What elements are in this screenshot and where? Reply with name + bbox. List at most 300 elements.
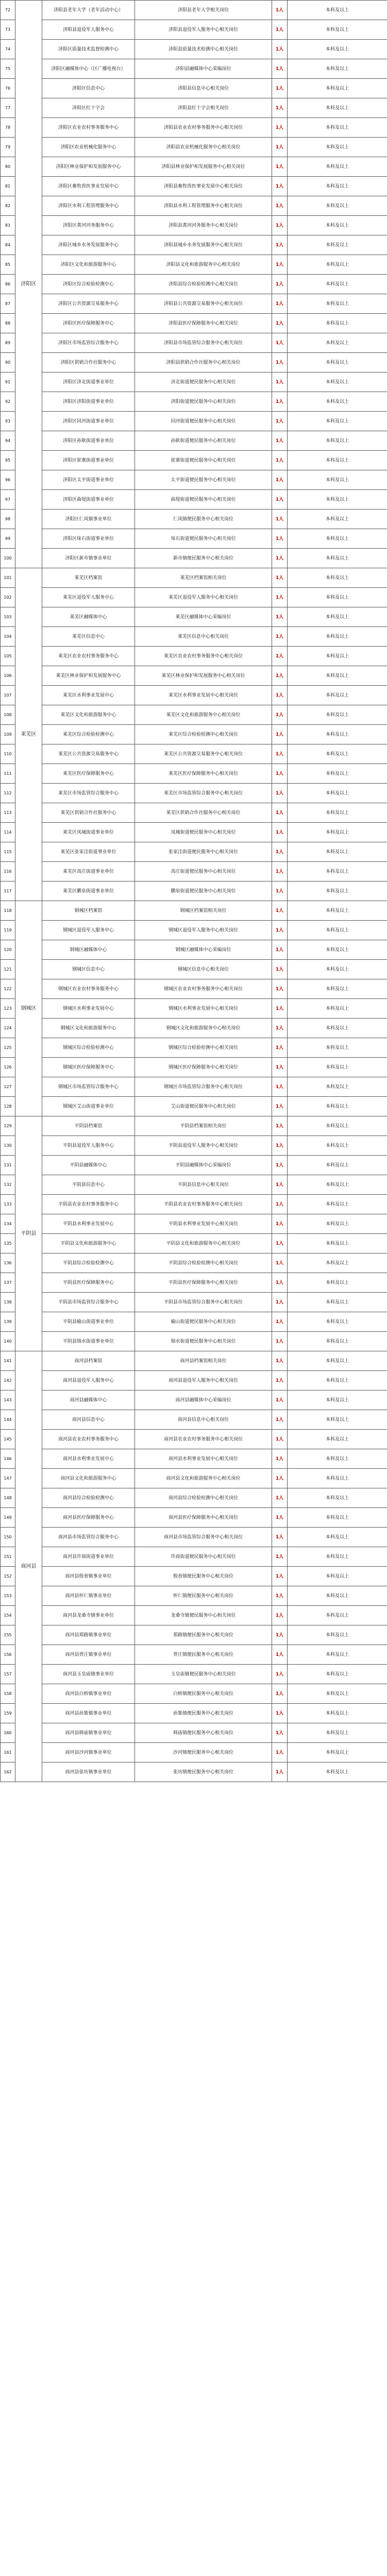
- table-row: [1, 451, 387, 470]
- row-number-cell: 83: [1, 216, 15, 235]
- unit-name-cell: 济阳区市场监管综合服务中心: [42, 333, 135, 353]
- table-row: [1, 1547, 387, 1567]
- position-name-cell: 济阳县林业保护和发展服务中心相关岗位: [135, 157, 272, 177]
- position-name-cell: 玉皇庙镇便民服务中心相关岗位: [135, 1665, 272, 1684]
- position-name-cell: 平阴县综合检验检测中心相关岗位: [135, 1253, 272, 1273]
- row-number-cell: 76: [1, 79, 15, 98]
- headcount-cell: 1人: [272, 1097, 288, 1116]
- unit-name-cell: 济阳区质量技术监督检测中心: [42, 40, 135, 59]
- unit-name-cell: 莱芜区综合检验检测中心: [42, 725, 135, 744]
- position-name-cell: 莱芜区市场监管综合服务中心相关岗位: [135, 784, 272, 803]
- row-number-cell: 134: [1, 1214, 15, 1234]
- education-requirement-cell: 本科及以上: [288, 1547, 387, 1567]
- table-row: [1, 1195, 387, 1214]
- unit-name-cell: 商河县许商街道事业单位: [42, 1547, 135, 1567]
- position-name-cell: 济阳县农业农村事务服务中心相关岗位: [135, 118, 272, 138]
- region-cell: 济阳区: [15, 1, 42, 568]
- headcount-cell: 1人: [272, 118, 288, 138]
- row-number-cell: 132: [1, 1175, 15, 1195]
- headcount-cell: 1人: [272, 1253, 288, 1273]
- row-number-cell: 75: [1, 59, 15, 79]
- row-number-cell: 139: [1, 1312, 15, 1332]
- headcount-cell: 1人: [272, 1175, 288, 1195]
- table-row: [1, 862, 387, 882]
- education-requirement-cell: 本科及以上: [288, 1684, 387, 1704]
- row-number-cell: 72: [1, 1, 15, 20]
- education-requirement-cell: 本科及以上: [288, 451, 387, 470]
- education-requirement-cell: 本科及以上: [288, 1645, 387, 1665]
- unit-name-cell: 商河县综合检验检测中心: [42, 1488, 135, 1508]
- row-number-cell: 103: [1, 607, 15, 627]
- education-requirement-cell: 本科及以上: [288, 823, 387, 842]
- row-number-cell: 95: [1, 451, 15, 470]
- table-row: [1, 979, 387, 999]
- table-row: [1, 842, 387, 862]
- education-requirement-cell: 本科及以上: [288, 510, 387, 529]
- row-number-cell: 160: [1, 1723, 15, 1743]
- education-requirement-cell: 本科及以上: [288, 1312, 387, 1332]
- education-requirement-cell: 本科及以上: [288, 549, 387, 568]
- table-row: [1, 235, 387, 255]
- headcount-cell: 1人: [272, 1116, 288, 1136]
- education-requirement-cell: 本科及以上: [288, 1723, 387, 1743]
- table-row: [1, 1410, 387, 1430]
- table-row: [1, 1567, 387, 1586]
- table-row: [1, 1469, 387, 1488]
- row-number-cell: 151: [1, 1547, 15, 1567]
- headcount-cell: 1人: [272, 1645, 288, 1665]
- table-row: [1, 59, 387, 79]
- headcount-cell: 1人: [272, 1469, 288, 1488]
- table-row: [1, 1332, 387, 1351]
- table-row: [1, 1391, 387, 1410]
- headcount-cell: 1人: [272, 1488, 288, 1508]
- position-name-cell: 济阳县黄河河务服务中心相关岗位: [135, 216, 272, 235]
- unit-name-cell: 钢城区水利事业发展中心: [42, 999, 135, 1019]
- unit-name-cell: 莱芜区退役军人服务中心: [42, 588, 135, 607]
- position-name-cell: 垛石街道便民服务中心相关岗位: [135, 529, 272, 549]
- unit-name-cell: 商河县孙集镇事业单位: [42, 1704, 135, 1723]
- education-requirement-cell: 本科及以上: [288, 1586, 387, 1606]
- position-name-cell: 商河县信息中心相关岗位: [135, 1410, 272, 1430]
- education-requirement-cell: 本科及以上: [288, 333, 387, 353]
- unit-name-cell: 商河县怀仁镇事业单位: [42, 1586, 135, 1606]
- headcount-cell: 1人: [272, 314, 288, 333]
- education-requirement-cell: 本科及以上: [288, 568, 387, 588]
- unit-name-cell: 商河县水利事业发展中心: [42, 1449, 135, 1469]
- row-number-cell: 99: [1, 529, 15, 549]
- table-row: [1, 1253, 387, 1273]
- table-row: [1, 1234, 387, 1253]
- headcount-cell: 1人: [272, 196, 288, 216]
- education-requirement-cell: 本科及以上: [288, 842, 387, 862]
- unit-name-cell: 商河县农业农村事务服务中心: [42, 1430, 135, 1449]
- row-number-cell: 143: [1, 1391, 15, 1410]
- table-row: [1, 1351, 387, 1371]
- education-requirement-cell: 本科及以上: [288, 1097, 387, 1116]
- position-name-cell: 济阳县医疗保障服务中心相关岗位: [135, 314, 272, 333]
- table-row: [1, 940, 387, 960]
- unit-name-cell: 济阳区水利工程管理服务中心: [42, 196, 135, 216]
- headcount-cell: 1人: [272, 1665, 288, 1684]
- unit-name-cell: 莱芜区凤城街道事业单位: [42, 823, 135, 842]
- row-number-cell: 126: [1, 1058, 15, 1077]
- unit-name-cell: 济阳区黄河河务服务中心: [42, 216, 135, 235]
- position-name-cell: 贾庄镇便民服务中心相关岗位: [135, 1645, 272, 1665]
- headcount-cell: 1人: [272, 1567, 288, 1586]
- headcount-cell: 1人: [272, 1762, 288, 1782]
- table-row: [1, 1684, 387, 1704]
- table-row: [1, 666, 387, 686]
- headcount-cell: 1人: [272, 1449, 288, 1469]
- table-row: [1, 138, 387, 157]
- row-number-cell: 96: [1, 470, 15, 490]
- position-name-cell: 仁风镇便民服务中心相关岗位: [135, 510, 272, 529]
- position-name-cell: 白桥镇便民服务中心相关岗位: [135, 1684, 272, 1704]
- unit-name-cell: 莱芜区市场监管综合服务中心: [42, 784, 135, 803]
- education-requirement-cell: 本科及以上: [288, 647, 387, 666]
- education-requirement-cell: 本科及以上: [288, 1116, 387, 1136]
- unit-name-cell: 商河县韩庙镇事业单位: [42, 1723, 135, 1743]
- education-requirement-cell: 本科及以上: [288, 1704, 387, 1723]
- education-requirement-cell: 本科及以上: [288, 20, 387, 40]
- table-row: [1, 1038, 387, 1058]
- row-number-cell: 87: [1, 294, 15, 314]
- headcount-cell: 1人: [272, 529, 288, 549]
- headcount-cell: 1人: [272, 647, 288, 666]
- row-number-cell: 85: [1, 255, 15, 275]
- table-row: [1, 216, 387, 235]
- unit-name-cell: 钢城区农业农村事务服务中心: [42, 979, 135, 999]
- education-requirement-cell: 本科及以上: [288, 294, 387, 314]
- row-number-cell: 146: [1, 1449, 15, 1469]
- position-name-cell: 张家洼街道便民服务中心相关岗位: [135, 842, 272, 862]
- unit-name-cell: 商河县张坊镇事业单位: [42, 1762, 135, 1782]
- table-row: [1, 1606, 387, 1625]
- table-row: [1, 412, 387, 431]
- education-requirement-cell: 本科及以上: [288, 1743, 387, 1762]
- unit-name-cell: 钢城区文化和旅游服务中心: [42, 1019, 135, 1038]
- education-requirement-cell: 本科及以上: [288, 686, 387, 705]
- headcount-cell: 1人: [272, 372, 288, 392]
- row-number-cell: 128: [1, 1097, 15, 1116]
- headcount-cell: 1人: [272, 999, 288, 1019]
- row-number-cell: 115: [1, 842, 15, 862]
- position-name-cell: 商河县退役军人服务中心相关岗位: [135, 1371, 272, 1391]
- position-name-cell: 回河街道便民服务中心相关岗位: [135, 412, 272, 431]
- headcount-cell: 1人: [272, 98, 288, 118]
- headcount-cell: 1人: [272, 940, 288, 960]
- unit-name-cell: 钢城区信息中心: [42, 960, 135, 979]
- education-requirement-cell: 本科及以上: [288, 1488, 387, 1508]
- row-number-cell: 133: [1, 1195, 15, 1214]
- table-row: [1, 392, 387, 412]
- region-cell: 平阴县: [15, 1116, 42, 1351]
- headcount-cell: 1人: [272, 510, 288, 529]
- unit-name-cell: 钢城区艾山街道事业单位: [42, 1097, 135, 1116]
- education-requirement-cell: 本科及以上: [288, 1038, 387, 1058]
- unit-name-cell: 济阳区崔寨街道事业单位: [42, 451, 135, 470]
- position-name-cell: 新市镇便民服务中心相关岗位: [135, 549, 272, 568]
- unit-name-cell: 济阳区红十字会: [42, 98, 135, 118]
- row-number-cell: 119: [1, 921, 15, 940]
- position-name-cell: 济阳县信息中心相关岗位: [135, 79, 272, 98]
- position-name-cell: 鹏泉街道便民服务中心相关岗位: [135, 882, 272, 901]
- headcount-cell: 1人: [272, 901, 288, 921]
- table-row: [1, 1645, 387, 1665]
- unit-name-cell: 商河县信息中心: [42, 1410, 135, 1430]
- row-number-cell: 113: [1, 803, 15, 823]
- headcount-cell: 1人: [272, 1136, 288, 1156]
- table-row: [1, 1019, 387, 1038]
- position-name-cell: 商河县综合检验检测中心相关岗位: [135, 1488, 272, 1508]
- unit-name-cell: 商河县郑路镇事业单位: [42, 1625, 135, 1645]
- position-name-cell: 高庄街道便民服务中心相关岗位: [135, 862, 272, 882]
- education-requirement-cell: 本科及以上: [288, 1136, 387, 1156]
- row-number-cell: 148: [1, 1488, 15, 1508]
- position-name-cell: 济阳县公共资源交易服务中心相关岗位: [135, 294, 272, 314]
- unit-name-cell: 济阳区供销合作社服务中心: [42, 353, 135, 372]
- headcount-cell: 1人: [272, 333, 288, 353]
- education-requirement-cell: 本科及以上: [288, 1214, 387, 1234]
- headcount-cell: 1人: [272, 842, 288, 862]
- position-name-cell: 莱芜区融媒体中心采编岗位: [135, 607, 272, 627]
- headcount-cell: 1人: [272, 862, 288, 882]
- table-body: [1, 1, 387, 1782]
- headcount-cell: 1人: [272, 490, 288, 510]
- position-name-cell: 济阳县文化和旅游服务中心相关岗位: [135, 255, 272, 275]
- unit-name-cell: 平阴县榆山街道事业单位: [42, 1312, 135, 1332]
- unit-name-cell: 钢城区档案馆: [42, 901, 135, 921]
- unit-name-cell: 济阳区太平街道事业单位: [42, 470, 135, 490]
- headcount-cell: 1人: [272, 1371, 288, 1391]
- headcount-cell: 1人: [272, 666, 288, 686]
- unit-name-cell: 济阳区孙耿街道事业单位: [42, 431, 135, 451]
- table-row: [1, 1430, 387, 1449]
- education-requirement-cell: 本科及以上: [288, 1625, 387, 1645]
- row-number-cell: 127: [1, 1077, 15, 1097]
- position-name-cell: 平阴县退役军人服务中心相关岗位: [135, 1136, 272, 1156]
- unit-name-cell: 济阳县老年大学（老年活动中心）: [42, 1, 135, 20]
- table-row: [1, 549, 387, 568]
- table-row: [1, 529, 387, 549]
- headcount-cell: 1人: [272, 1528, 288, 1547]
- education-requirement-cell: 本科及以上: [288, 862, 387, 882]
- headcount-cell: 1人: [272, 1625, 288, 1645]
- education-requirement-cell: 本科及以上: [288, 901, 387, 921]
- education-requirement-cell: 本科及以上: [288, 1567, 387, 1586]
- row-number-cell: 152: [1, 1567, 15, 1586]
- unit-name-cell: 平阴县锦水街道事业单位: [42, 1332, 135, 1351]
- education-requirement-cell: 本科及以上: [288, 1508, 387, 1528]
- unit-name-cell: 济阳县退役军人服务中心: [42, 20, 135, 40]
- table-row: [1, 1625, 387, 1645]
- row-number-cell: 112: [1, 784, 15, 803]
- table-row: [1, 1743, 387, 1762]
- headcount-cell: 1人: [272, 392, 288, 412]
- headcount-cell: 1人: [272, 1, 288, 20]
- row-number-cell: 156: [1, 1645, 15, 1665]
- headcount-cell: 1人: [272, 1156, 288, 1175]
- unit-name-cell: 商河县龙桑寺镇事业单位: [42, 1606, 135, 1625]
- table-row: [1, 1136, 387, 1156]
- row-number-cell: 111: [1, 764, 15, 784]
- row-number-cell: 140: [1, 1332, 15, 1351]
- position-name-cell: 莱芜区信息中心相关岗位: [135, 627, 272, 647]
- table-row: [1, 294, 387, 314]
- education-requirement-cell: 本科及以上: [288, 1528, 387, 1547]
- unit-name-cell: 商河县玉皇庙镇事业单位: [42, 1665, 135, 1684]
- headcount-cell: 1人: [272, 627, 288, 647]
- row-number-cell: 88: [1, 314, 15, 333]
- row-number-cell: 121: [1, 960, 15, 979]
- table-row: [1, 1723, 387, 1743]
- position-name-cell: 平阴县水利事业发展中心相关岗位: [135, 1214, 272, 1234]
- row-number-cell: 98: [1, 510, 15, 529]
- unit-name-cell: 济阳区垛石街道事业单位: [42, 529, 135, 549]
- position-name-cell: 莱芜区农业农村事务服务中心相关岗位: [135, 647, 272, 666]
- position-name-cell: 钢城区信息中心相关岗位: [135, 960, 272, 979]
- education-requirement-cell: 本科及以上: [288, 784, 387, 803]
- table-row: [1, 490, 387, 510]
- headcount-cell: 1人: [272, 1332, 288, 1351]
- education-requirement-cell: 本科及以上: [288, 1175, 387, 1195]
- education-requirement-cell: 本科及以上: [288, 725, 387, 744]
- headcount-cell: 1人: [272, 1195, 288, 1214]
- education-requirement-cell: 本科及以上: [288, 607, 387, 627]
- unit-name-cell: 济阳区融媒体中心（区广播电视台）: [42, 59, 135, 79]
- row-number-cell: 158: [1, 1684, 15, 1704]
- education-requirement-cell: 本科及以上: [288, 118, 387, 138]
- unit-name-cell: 莱芜区融媒体中心: [42, 607, 135, 627]
- table-row: [1, 1156, 387, 1175]
- education-requirement-cell: 本科及以上: [288, 803, 387, 823]
- unit-name-cell: 商河县档案馆: [42, 1351, 135, 1371]
- row-number-cell: 82: [1, 196, 15, 216]
- headcount-cell: 1人: [272, 725, 288, 744]
- position-name-cell: 莱芜区水利事业发展中心相关岗位: [135, 686, 272, 705]
- table-row: [1, 568, 387, 588]
- education-requirement-cell: 本科及以上: [288, 1019, 387, 1038]
- headcount-cell: 1人: [272, 1743, 288, 1762]
- row-number-cell: 110: [1, 744, 15, 764]
- unit-name-cell: 济阳区林业保护和发展服务中心: [42, 157, 135, 177]
- unit-name-cell: 莱芜区档案馆: [42, 568, 135, 588]
- table-row: [1, 803, 387, 823]
- position-name-cell: 济阳县退役军人服务中心相关岗位: [135, 20, 272, 40]
- position-name-cell: 钢城区水利事业发展中心相关岗位: [135, 999, 272, 1019]
- unit-name-cell: 钢城区融媒体中心: [42, 940, 135, 960]
- headcount-cell: 1人: [272, 1704, 288, 1723]
- unit-name-cell: 济阳区综合检验检测中心: [42, 275, 135, 294]
- unit-name-cell: 济阳区新市镇事业单位: [42, 549, 135, 568]
- position-name-cell: 莱芜区医疗保障服务中心相关岗位: [135, 764, 272, 784]
- position-name-cell: 济阳县农业机械化服务中心相关岗位: [135, 138, 272, 157]
- unit-name-cell: 商河县退役军人服务中心: [42, 1371, 135, 1391]
- education-requirement-cell: 本科及以上: [288, 1391, 387, 1410]
- row-number-cell: 78: [1, 118, 15, 138]
- table-row: [1, 705, 387, 725]
- headcount-cell: 1人: [272, 412, 288, 431]
- row-number-cell: 118: [1, 901, 15, 921]
- unit-name-cell: 莱芜区张家洼街道事业单位: [42, 842, 135, 862]
- position-name-cell: 济阳县畜牧兽医事业发展中心相关岗位: [135, 177, 272, 196]
- headcount-cell: 1人: [272, 764, 288, 784]
- row-number-cell: 73: [1, 20, 15, 40]
- position-name-cell: 怀仁镇便民服务中心相关岗位: [135, 1586, 272, 1606]
- position-name-cell: 平阴县信息中心相关岗位: [135, 1175, 272, 1195]
- position-name-cell: 商河县文化和旅游服务中心相关岗位: [135, 1469, 272, 1488]
- education-requirement-cell: 本科及以上: [288, 216, 387, 235]
- row-number-cell: 97: [1, 490, 15, 510]
- position-name-cell: 济阳街道便民服务中心相关岗位: [135, 392, 272, 412]
- education-requirement-cell: 本科及以上: [288, 1273, 387, 1293]
- unit-name-cell: 平阴县退役军人服务中心: [42, 1136, 135, 1156]
- unit-name-cell: 济阳区农业农村事务服务中心: [42, 118, 135, 138]
- position-name-cell: 平阴县文化和旅游服务中心相关岗位: [135, 1234, 272, 1253]
- education-requirement-cell: 本科及以上: [288, 1606, 387, 1625]
- unit-name-cell: 济阳区济阳街道事业单位: [42, 392, 135, 412]
- education-requirement-cell: 本科及以上: [288, 960, 387, 979]
- education-requirement-cell: 本科及以上: [288, 882, 387, 901]
- position-name-cell: 钢城区档案馆相关岗位: [135, 901, 272, 921]
- position-name-cell: 韩庙镇便民服务中心相关岗位: [135, 1723, 272, 1743]
- headcount-cell: 1人: [272, 431, 288, 451]
- headcount-cell: 1人: [272, 157, 288, 177]
- headcount-cell: 1人: [272, 1723, 288, 1743]
- headcount-cell: 1人: [272, 979, 288, 999]
- row-number-cell: 84: [1, 235, 15, 255]
- table-row: [1, 823, 387, 842]
- row-number-cell: 125: [1, 1038, 15, 1058]
- education-requirement-cell: 本科及以上: [288, 1469, 387, 1488]
- unit-name-cell: 济阳区医疗保障服务中心: [42, 314, 135, 333]
- position-name-cell: 钢城区融媒体中心采编岗位: [135, 940, 272, 960]
- row-number-cell: 81: [1, 177, 15, 196]
- headcount-cell: 1人: [272, 549, 288, 568]
- table-row: [1, 314, 387, 333]
- row-number-cell: 114: [1, 823, 15, 842]
- row-number-cell: 130: [1, 1136, 15, 1156]
- table-row: [1, 999, 387, 1019]
- position-name-cell: 崔寨街道便民服务中心相关岗位: [135, 451, 272, 470]
- row-number-cell: 80: [1, 157, 15, 177]
- table-row: [1, 627, 387, 647]
- headcount-cell: 1人: [272, 470, 288, 490]
- education-requirement-cell: 本科及以上: [288, 431, 387, 451]
- headcount-cell: 1人: [272, 1606, 288, 1625]
- education-requirement-cell: 本科及以上: [288, 764, 387, 784]
- education-requirement-cell: 本科及以上: [288, 1234, 387, 1253]
- education-requirement-cell: 本科及以上: [288, 1077, 387, 1097]
- table-row: [1, 882, 387, 901]
- position-name-cell: 平阴县融媒体中心采编岗位: [135, 1156, 272, 1175]
- unit-name-cell: 钢城区市场监管综合服务中心: [42, 1077, 135, 1097]
- row-number-cell: 147: [1, 1469, 15, 1488]
- table-row: [1, 607, 387, 627]
- education-requirement-cell: 本科及以上: [288, 999, 387, 1019]
- table-row: [1, 1449, 387, 1469]
- position-name-cell: 商河县档案馆相关岗位: [135, 1351, 272, 1371]
- education-requirement-cell: 本科及以上: [288, 705, 387, 725]
- row-number-cell: 108: [1, 705, 15, 725]
- headcount-cell: 1人: [272, 705, 288, 725]
- row-number-cell: 123: [1, 999, 15, 1019]
- headcount-cell: 1人: [272, 79, 288, 98]
- unit-name-cell: 平阴县农业农村事务服务中心: [42, 1195, 135, 1214]
- table-row: [1, 1488, 387, 1508]
- row-number-cell: 109: [1, 725, 15, 744]
